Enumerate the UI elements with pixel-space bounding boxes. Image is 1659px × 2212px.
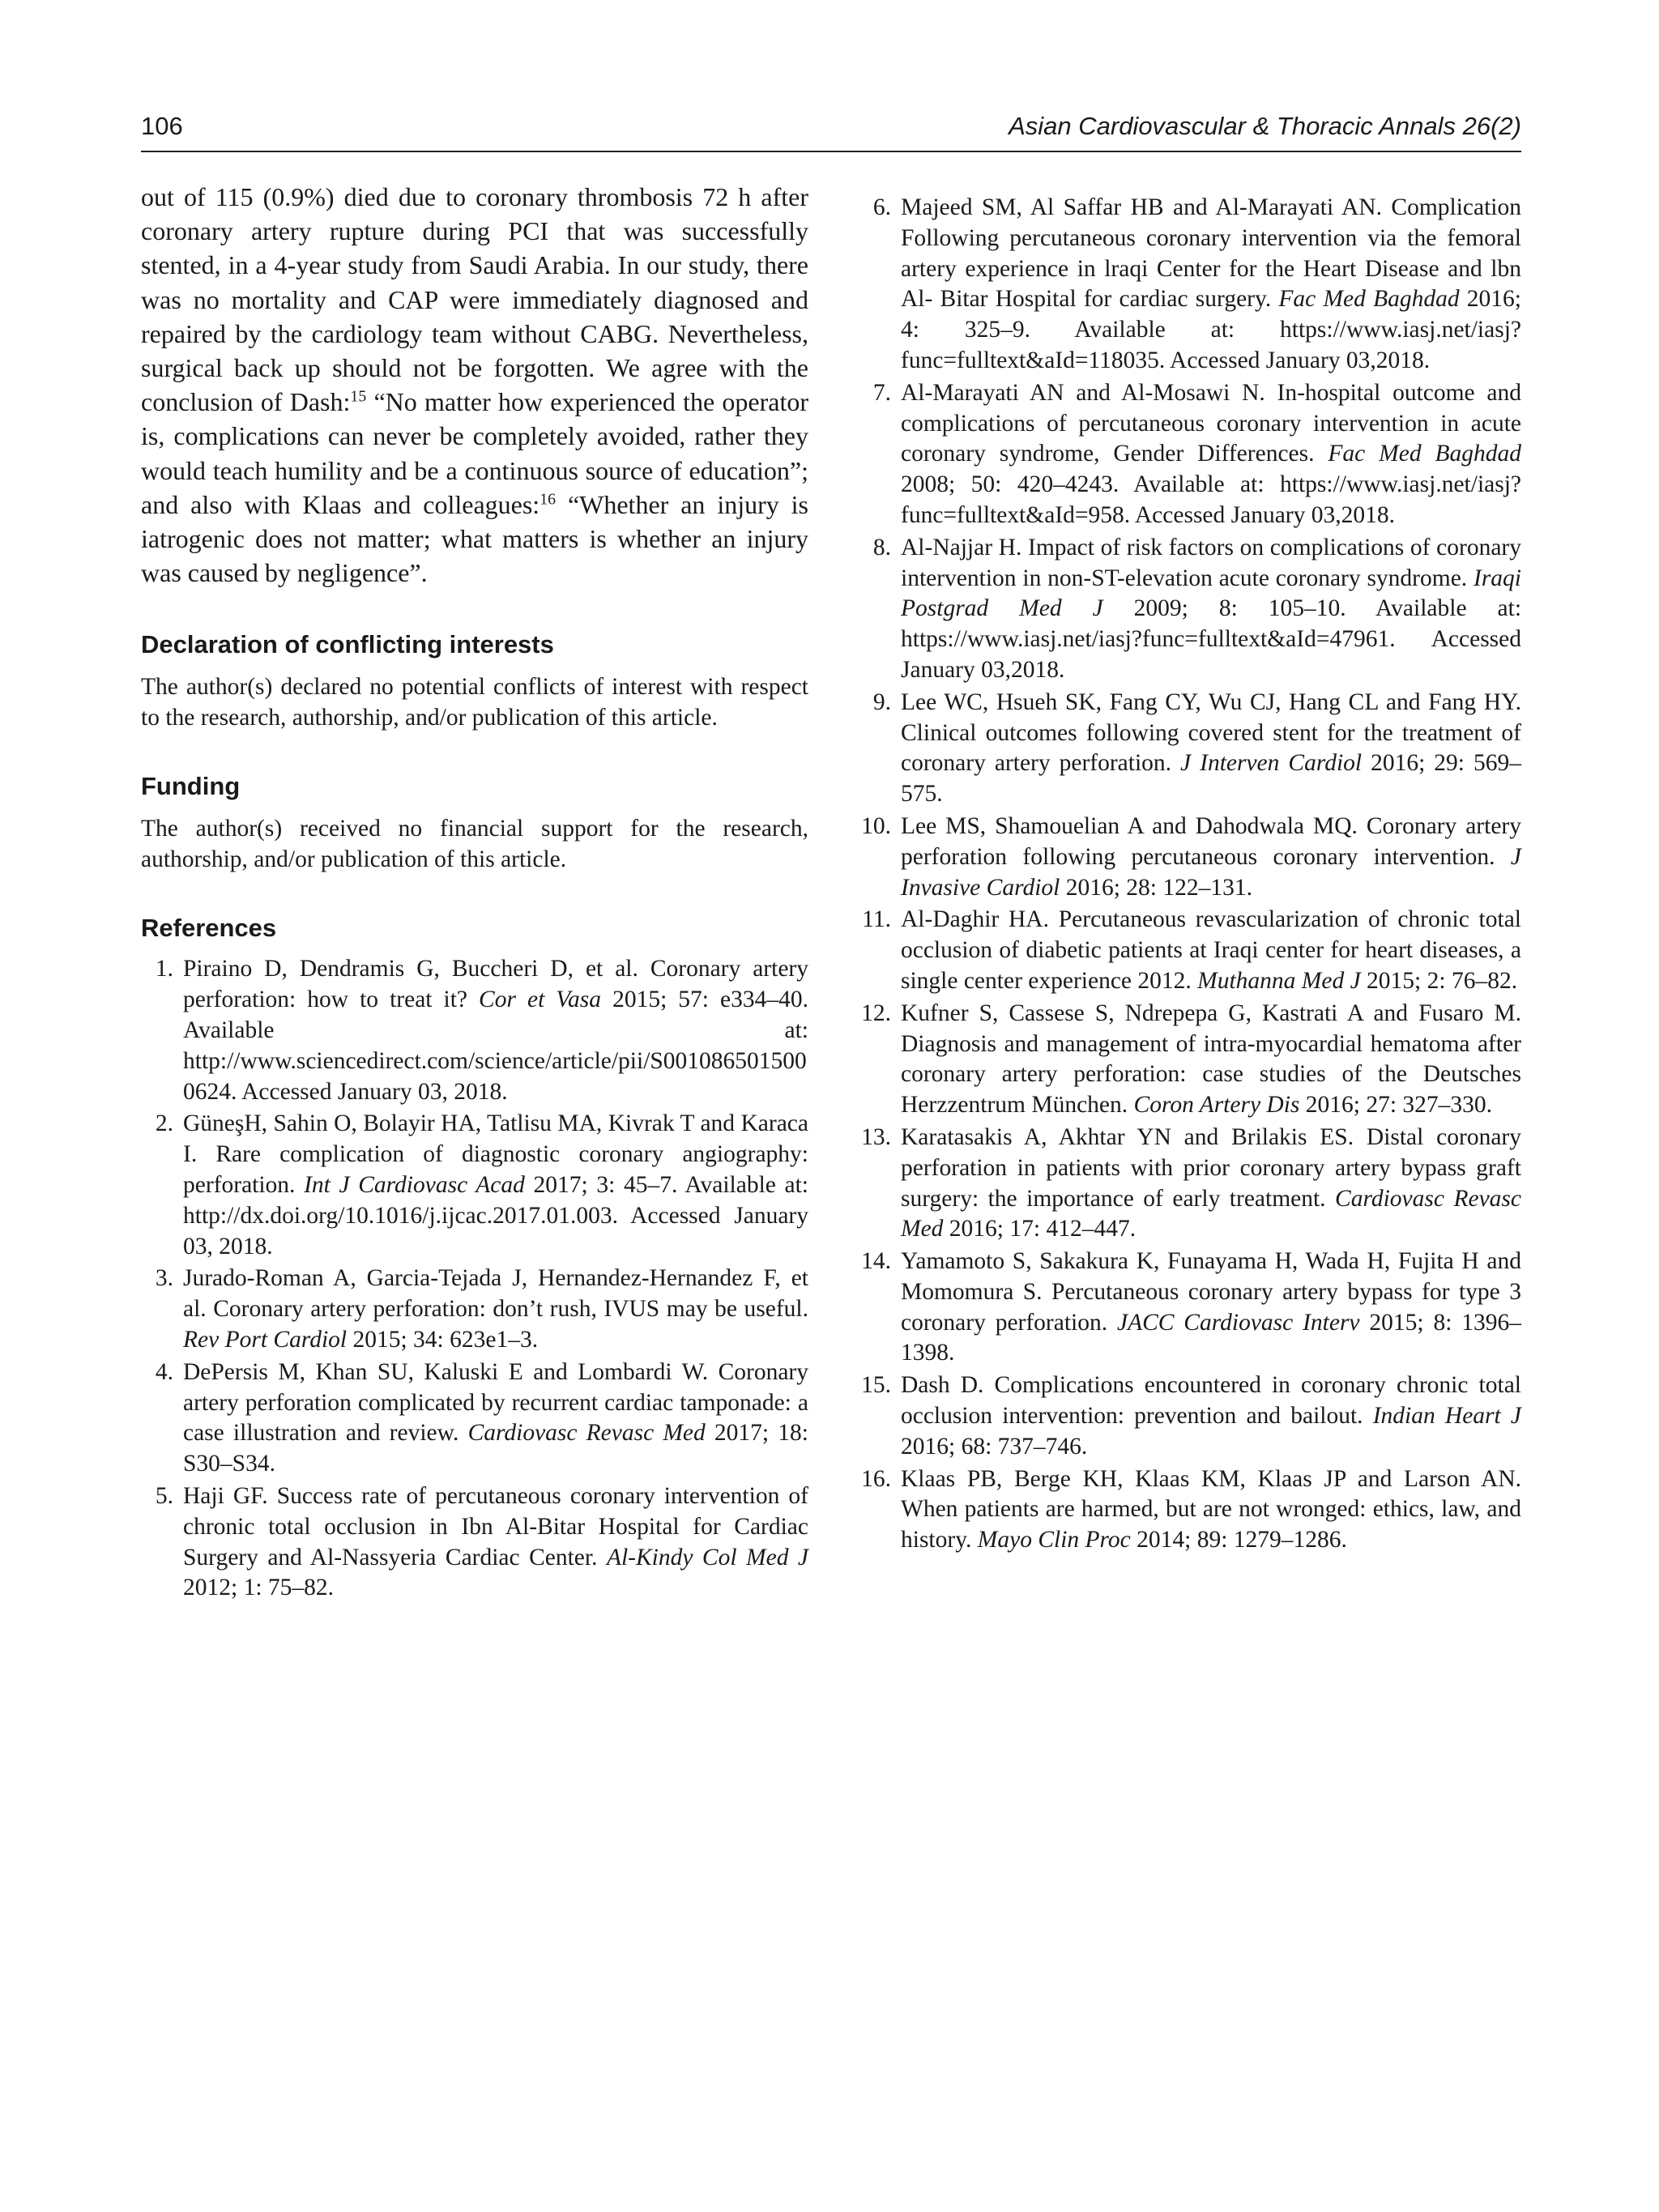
reference-text [901,378,1521,531]
reference-number: 2. [155,1110,173,1137]
reference-number: 1. [155,956,173,982]
body-text: “Whether an injury is iatrogenic does not matter; what matters is whether an injury was caused by negligence”. [141,489,809,588]
page-number: 106 [141,112,183,140]
reference-number: 6. [872,194,891,220]
reference-number: 14. [861,1248,891,1275]
reference-text [901,1464,1521,1556]
reference-item [851,999,1521,1121]
reference-details: 2009; 8: 105–10. Available at: https://www.iasj.net/iasj?func=fulltext&aId=47961. Accessed January 03,2018. [901,595,1522,683]
reference-item [141,1109,808,1262]
reference-authors-title: Yamamoto S, Sakakura K, Funayama H, Wada H, Fujita H and Momomura S. Percutaneous coronary artery bypass for type 3 coronary perforation. [901,1248,1521,1336]
reference-journal: Cardiovasc Revasc Med [901,1185,1521,1242]
reference-details: 2016; 27: 327–330. [1299,1092,1493,1119]
reference-number: 13. [861,1123,891,1150]
reference-number: 15. [861,1372,891,1399]
body-text: “No matter how experienced the operator is, complications can never be completely avoided, rather they would teach humility and be a continuous source of education”; and also with Klaas and colleagues: [141,387,809,519]
reference-journal: J Interven Cardiol [1180,750,1363,777]
reference-number: 16. [861,1465,891,1492]
reference-number: 12. [861,999,891,1026]
reference-item [851,1123,1521,1245]
reference-list [851,193,1521,1556]
reference-text [183,1109,808,1262]
reference-text [183,1357,808,1480]
reference-details: 2016; 17: 412–447. [943,1216,1137,1242]
running-header [141,110,1521,152]
reference-authors-title: Kufner S, Cassese S, Ndrepepa G, Kastrati A and Fusaro M. Diagnosis and management of intra-myocardial hematoma after coronary artery perforation: case studies of the Deutsches Herzzentrum München. [901,999,1521,1119]
reference-item [851,812,1521,903]
reference-authors-title: Lee WC, Hsueh SK, Fang CY, Wu CJ, Hang CL and Fang HY. Clinical outcomes following covered stent for the treatment of coronary artery perforation. [901,688,1521,777]
reference-details: 2008; 50: 420–4243. Available at: https://www.iasj.net/iasj?func=fulltext&aId=958. Accessed January 03,2018. [901,471,1521,528]
reference-item [851,688,1521,810]
citation-superscript: 16 [539,490,557,509]
reference-journal: J Invasive Cardiol [901,843,1521,901]
reference-number: 11. [862,906,891,933]
reference-number: 8. [872,534,891,560]
reference-item [141,1357,808,1480]
journal-title: Asian Cardiovascular & Thoracic Annals 26(2) [1009,112,1521,140]
reference-details: 2015; 57: e334–40. Available at: http://www.sciencedirect.com/science/article/pii/S0010865015000624. Accessed January 03, 2018. [183,987,808,1105]
reference-text [183,1264,808,1355]
reference-number: 4. [155,1358,173,1385]
reference-text [901,812,1521,903]
reference-item [851,1247,1521,1369]
reference-details: 2016; 29: 569–575. [901,750,1521,808]
reference-text [183,954,808,1107]
reference-journal: JACC Cardiovasc Interv [1116,1309,1360,1336]
reference-journal: Muthanna Med J [1197,967,1361,994]
reference-authors-title: Jurado-Roman A, Garcia-Tejada J, Hernandez-Hernandez F, et al. Coronary artery perforation: don’t rush, IVUS may be useful. [183,1265,808,1323]
declaration-text: The author(s) declared no potential conflicts of interest with respect to the research, authorship, and/or publication of this article. [141,674,808,731]
reference-number: 7. [872,379,891,406]
reference-authors-title: Al-Marayati AN and Al-Mosawi N. In-hospital outcome and complications of percutaneous coronary intervention in acute coronary syndrome, Gender Differences. [901,379,1521,467]
reference-authors-title: Majeed SM, Al Saffar HB and Al-Marayati AN. Complication Following percutaneous coronary intervention via the femoral artery experience in lraqi Center for the Heart Disease and lbn Al- Bitar Hospital for cardiac surgery. [901,194,1521,313]
reference-item [851,1370,1521,1462]
reference-authors-title: Klaas PB, Berge KH, Klaas KM, Klaas JP and Larson AN. When patients are harmed, but are not wronged: ethics, law, and history. [901,1465,1521,1554]
reference-number: 5. [155,1482,173,1509]
declaration-heading: Declaration of conflicting interests [141,630,554,659]
reference-item [141,954,808,1107]
reference-item [851,193,1521,377]
reference-details: 2015; 8: 1396–1398. [901,1309,1521,1366]
reference-text [901,1247,1521,1369]
reference-journal: Coron Artery Dis [1133,1092,1300,1119]
reference-journal: Fac Med Baghdad [1278,286,1460,313]
reference-text [901,193,1521,377]
reference-text [901,999,1521,1121]
reference-journal: Rev Port Cardiol [183,1327,348,1353]
reference-item [851,1464,1521,1556]
funding-heading: Funding [141,772,241,801]
reference-number: 10. [861,812,891,839]
left-column [141,180,808,1605]
reference-authors-title: Dash D. Complications encountered in coronary chronic total occlusion intervention: prevention and bailout. [901,1372,1521,1430]
reference-item [851,533,1521,686]
reference-item [851,905,1521,996]
reference-details: 2015; 34: 623e1–3. [347,1327,539,1353]
reference-authors-title: Haji GF. Success rate of percutaneous coronary intervention of chronic total occlusion in Ibn Al-Bitar Hospital for Cardiac Surgery and Al-Nassyeria Cardiac Center. [183,1482,808,1571]
reference-text [901,1123,1521,1245]
reference-details: 2017; 3: 45–7. Available at: http://dx.doi.org/10.1016/j.ijcac.2017.01.003. Accessed January 03, 2018. [183,1172,808,1259]
reference-journal: Int J Cardiovasc Acad [304,1172,525,1199]
reference-details: 2014; 89: 1279–1286. [1130,1527,1347,1554]
reference-authors-title: Piraino D, Dendramis G, Buccheri D, et al. Coronary artery perforation: how to treat it? [183,956,808,1013]
reference-number: 9. [872,688,891,715]
reference-authors-title: Al-Najjar H. Impact of risk factors on complications of coronary intervention in non-ST-elevation acute coronary syndrome. [901,534,1521,591]
reference-journal: Mayo Clin Proc [977,1527,1131,1554]
reference-number: 3. [155,1265,173,1292]
reference-item [141,1481,808,1604]
reference-item [851,378,1521,531]
reference-text [901,905,1521,996]
reference-text [183,1481,808,1604]
reference-journal: Fac Med Baghdad [1328,441,1521,467]
reference-details: 2015; 2: 76–82. [1360,967,1518,994]
reference-details: 2016; 68: 737–746. [901,1433,1088,1460]
reference-authors-title: DePersis M, Khan SU, Kaluski E and Lombardi W. Coronary artery perforation complicated by recurrent cardiac tamponade: a case illustration and review. [183,1358,808,1447]
reference-journal: Cor et Vasa [479,987,602,1013]
references-heading: References [141,914,277,943]
citation-superscript: 15 [350,387,367,406]
reference-authors-title: Karatasakis A, Akhtar YN and Brilakis ES. Distal coronary perforation in patients with prior coronary artery bypass graft surgery: the importance of early treatment. [901,1123,1521,1212]
reference-text [901,688,1521,810]
reference-text [901,1370,1521,1462]
reference-journal: Iraqi Postgrad Med J [901,565,1521,622]
body-text: out of 115 (0.9%) died due to coronary thrombosis 72 h after coronary artery rupture during PCI that was successfully stented, in a 4-year study from Saudi Arabia. In our study, there was no mortality and CAP were immediately diagnosed and repaired by the cardiology team without CABG. Nevertheless, surgical back up should not be forgotten. We agree with the conclusion of Dash: [141,182,808,417]
reference-journal: Cardiovasc Revasc Med [467,1420,706,1447]
body-paragraph [141,180,808,590]
reference-details: 2017; 18: S30–S34. [183,1420,808,1477]
reference-journal: Al-Kindy Col Med J [606,1544,809,1571]
reference-details: 2016; 4: 325–9. Available at: https://www.iasj.net/iasj?func=fulltext&aId=118035. Accessed January 03,2018. [901,286,1522,373]
reference-authors-title: Lee MS, Shamouelian A and Dahodwala MQ. Coronary artery perforation following percutaneous coronary intervention. [901,812,1521,870]
right-column [851,193,1521,1558]
funding-text: The author(s) received no financial support for the research, authorship, and/or publication of this article. [141,816,808,872]
reference-authors-title: Al-Daghir HA. Percutaneous revascularization of chronic total occlusion of diabetic patients at Iraqi center for heart diseases, a single center experience 2012. [901,906,1521,994]
reference-details: 2012; 1: 75–82. [183,1575,335,1601]
reference-journal: Indian Heart J [1372,1403,1521,1430]
reference-text [901,533,1521,686]
reference-details: 2016; 28: 122–131. [1060,874,1253,901]
reference-item [141,1264,808,1355]
reference-authors-title: GüneşH, Sahin O, Bolayir HA, Tatlisu MA, Kivrak T and Karaca I. Rare complication of diagnostic coronary angiography: perforation. [183,1110,808,1199]
reference-list [141,954,808,1604]
